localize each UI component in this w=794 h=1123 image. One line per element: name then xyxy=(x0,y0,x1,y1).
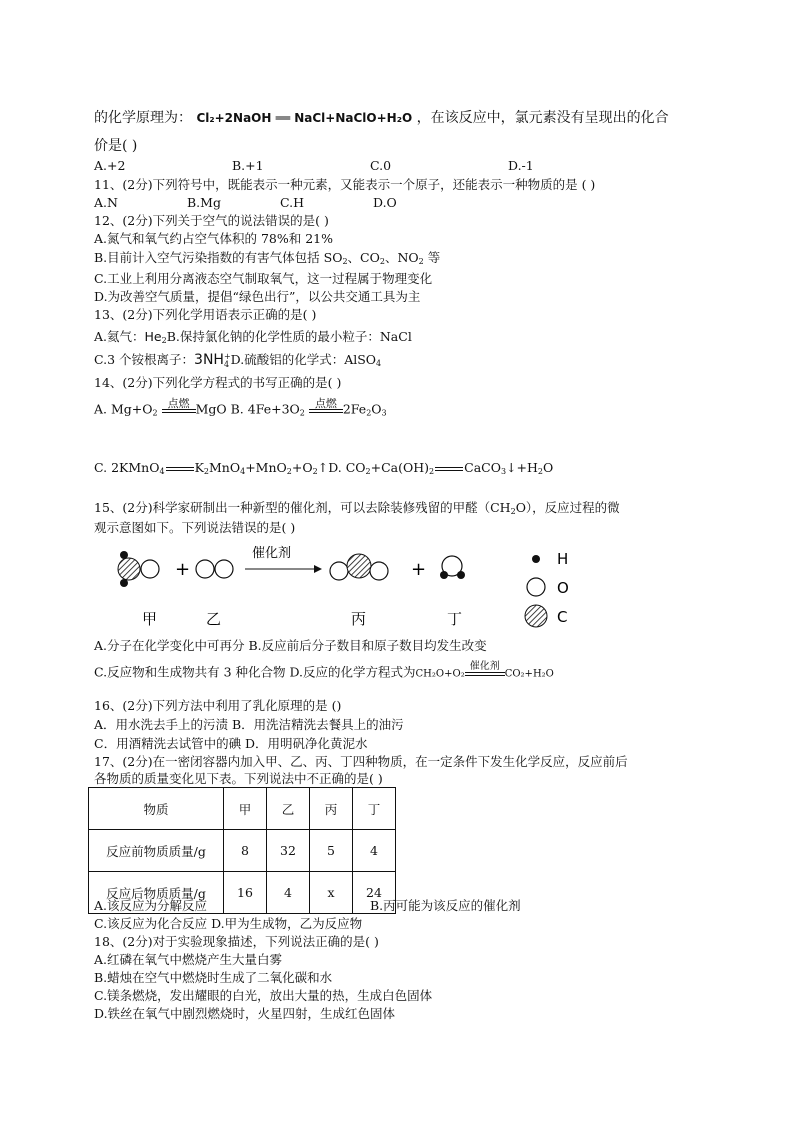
q11-option-c[interactable]: C.H xyxy=(280,195,304,210)
plus-sign-1: + xyxy=(175,559,191,580)
q13-options-cd: C.3 个铵根离子：3NH + 4 D.硫酸铝的化学式：AlSO$_4$ xyxy=(94,351,382,369)
q17-option-a[interactable]: A.该反应为分解反应 xyxy=(94,898,208,913)
table-cell: 32 xyxy=(267,830,310,872)
table-header: 乙 xyxy=(267,788,310,830)
q10-text-post: ，在该反应中，氯元素没有呈现出的化合 xyxy=(416,110,669,126)
molecule-ding xyxy=(440,556,465,579)
q15-stem-post: O），反应过程的微 xyxy=(515,500,620,515)
atom-legend xyxy=(525,550,569,627)
q12-option-b[interactable]: B.目前计入空气污染指数的有害气体包括 $SO_2$、$CO_2$、$NO_2$ 等 xyxy=(94,250,441,266)
q14-options-ab: A. $Mg+O_2$ 点燃 MgO B. $4Fe+3O_2$ 点燃 $2Fe_2O_3$ xyxy=(94,398,387,425)
q14-b-right: 2Fe xyxy=(342,401,367,417)
table-header: 丁 xyxy=(353,788,396,830)
q10-option-b[interactable]: B.+1 xyxy=(232,158,264,173)
q18-option-d[interactable]: D.铁丝在氧气中剧烈燃烧时，火星四射，生成红色固体 xyxy=(94,1006,396,1021)
arrow-icon xyxy=(314,565,322,573)
q14-options-cd: C. 2KMnO$_4$ $K_2MnO_4+MnO_2+O_2↑D$. $CO_2+Ca(OH)_2$ $CaCO_3↓+H_2O$ xyxy=(94,460,554,476)
q17-stem-line2: 各物质的质量变化见下表。下列说法中不正确的是( ) xyxy=(94,771,383,786)
o-atom-icon xyxy=(527,578,545,596)
q10-option-d[interactable]: D.-1 xyxy=(508,158,534,173)
q17-options-cd[interactable]: C.该反应为化合反应 D.甲为生成物，乙为反应物 xyxy=(94,916,363,931)
table-cell: 24 xyxy=(353,872,396,914)
q14-d-text[interactable]: D. CO xyxy=(328,460,366,475)
q13-option-d[interactable]: D.硫酸铝的化学式：AlSO xyxy=(230,352,377,367)
table-cell: 4 xyxy=(353,830,396,872)
q15-options-cd[interactable] xyxy=(94,661,554,685)
c-atom-icon xyxy=(525,605,547,627)
q16-options-ab[interactable]: A．用水洗去手上的污渍 B．用洗洁精洗去餐具上的油污 xyxy=(94,717,404,732)
catalyst-label: 催化剂 xyxy=(252,546,292,561)
q12-stem: 12、(2分)下列关于空气的说法错误的是( ) xyxy=(94,213,329,228)
table-header: 物质 xyxy=(89,788,224,830)
q12-option-d[interactable]: D.为改善空气质量，提倡“绿色出行”，以公共交通工具为主 xyxy=(94,289,421,304)
q12-b-text3: 、NO xyxy=(384,250,419,265)
q15-stem: 15、(2分)科学家研制出一种新型的催化剂，可以去除装修残留的甲醛（CH xyxy=(94,500,511,515)
q13-c-label[interactable]: C.3 个铵根离子： xyxy=(94,352,195,367)
table-cell: 5 xyxy=(310,830,353,872)
q17-stem-line1: 17、(2分)在一密闭容器内加入甲、乙、丙、丁四种物质，在一定条件下发生化学反应，反应前后 xyxy=(94,754,628,769)
table-cell: x xyxy=(310,872,353,914)
table-header: 丙 xyxy=(310,788,353,830)
q14-b-left[interactable]: B. 4Fe+3O xyxy=(230,401,300,417)
h-atom-icon xyxy=(532,555,540,563)
q15-cd-text: C.反应物和生成物共有 3 种化合物 D.反应的化学方程式为 xyxy=(94,664,416,680)
table-cell: 反应前物质质量/g xyxy=(89,830,224,872)
q13-c-formula: 3NH xyxy=(194,352,224,368)
q13-a-label[interactable]: A.氦气： xyxy=(94,329,145,344)
molecule-yi xyxy=(196,560,233,578)
q14-c-text[interactable]: C. 2KMnO xyxy=(94,460,160,475)
q15-eq-condition: 催化剂 xyxy=(465,661,505,685)
q14-stem: 14、(2分)下列化学方程式的书写正确的是( ) xyxy=(94,375,342,390)
q15-eq-left: CH₂O+O₂ xyxy=(415,668,465,680)
q17-options-ab xyxy=(94,898,521,914)
q18-option-a[interactable]: A.红磷在氧气中燃烧产生大量白雾 xyxy=(94,952,283,967)
molecule-bing xyxy=(330,554,388,580)
legend-o: O xyxy=(557,579,569,597)
q11-option-a[interactable]: A.N xyxy=(94,195,118,210)
q16-options-cd[interactable]: C．用酒精洗去试管中的碘 D．用明矾净化黄泥水 xyxy=(94,736,368,751)
q12-option-c[interactable]: C.工业上利用分离液态空气制取氧气，这一过程属于物理变化 xyxy=(94,271,433,286)
table-header-row xyxy=(89,788,396,830)
label-yi: 乙 xyxy=(206,610,222,628)
q15-stem-line2: 观示意图如下。下列说法错误的是( ) xyxy=(94,520,296,535)
q15-stem-line1: 15、(2分)科学家研制出一种新型的催化剂，可以去除装修残留的甲醛$(CH_2O)$，反应过程的微 xyxy=(94,500,620,516)
q18-option-b[interactable]: B.蜡烛在空气中燃烧时生成了二氧化碳和水 xyxy=(94,970,333,985)
table-cell: 反应后物质质量/g xyxy=(89,872,224,914)
q12-b-text2: 、CO xyxy=(347,250,380,265)
q14-a-left[interactable]: A. Mg+O xyxy=(94,401,153,417)
q13-stem: 13、(2分)下列化学用语表示正确的是( ) xyxy=(94,307,317,322)
q17-option-b[interactable]: B.丙可能为该反应的催化剂 xyxy=(370,898,521,913)
table-header: 甲 xyxy=(224,788,267,830)
q11-options xyxy=(94,195,397,211)
label-bing: 丙 xyxy=(351,610,367,628)
q14-b-condition: 点燃 xyxy=(309,398,343,422)
q10-equation: Cl₂+2NaOH ══ NaCl+NaClO+H₂O xyxy=(196,111,413,125)
q18-option-c[interactable]: C.镁条燃烧，发出耀眼的白光，放出大量的热，生成白色固体 xyxy=(94,988,433,1003)
molecule-jia xyxy=(118,551,159,587)
table-row xyxy=(89,830,396,872)
label-ding: 丁 xyxy=(447,610,463,628)
q10-text: 的化学原理为： xyxy=(94,110,192,126)
q13-options-ab: A.氦气：$He_2B$.保持氯化钠的化学性质的最小粒子：NaCl xyxy=(94,329,412,345)
table-cell: 8 xyxy=(224,830,267,872)
plus-sign-2: + xyxy=(411,559,427,580)
q11-stem: 11、(2分)下列符号中，既能表示一种元素，又能表示一个原子，还能表示一种物质的是 ( ) xyxy=(94,177,596,192)
q14-a-condition: 点燃 xyxy=(162,398,196,422)
q18-stem: 18、(2分)对于实验现象描述，下列说法正确的是( ) xyxy=(94,934,379,949)
legend-c: C xyxy=(557,608,568,626)
legend-h: H xyxy=(557,550,569,568)
q10-line1 xyxy=(94,110,669,126)
q11-option-b[interactable]: B.Mg xyxy=(187,195,221,210)
q12-option-a[interactable]: A.氮气和氧气约占空气体积的 78%和 21% xyxy=(94,231,334,246)
q16-stem: 16、(2分)下列方法中利用了乳化原理的是 () xyxy=(94,698,342,713)
label-jia: 甲 xyxy=(142,610,158,628)
q12-b-text4: 等 xyxy=(423,250,441,265)
q15-options-ab[interactable]: A.分子在化学变化中可再分 B.反应前后分子数目和原子数目均发生改变 xyxy=(94,638,487,653)
table-cell: 16 xyxy=(224,872,267,914)
q12-b-text: B.目前计入空气污染指数的有害气体包括 SO xyxy=(94,250,343,265)
q11-option-d[interactable]: D.O xyxy=(373,195,397,210)
q14-a-right: MgO xyxy=(195,401,227,417)
q17-mass-table xyxy=(88,787,396,914)
q10-options xyxy=(94,158,534,174)
q10-line2: 价是( ) xyxy=(94,138,138,154)
q13-a-formula: He xyxy=(144,329,162,344)
q15-reaction-diagram xyxy=(100,543,600,648)
q15-eq-right: CO₂+H₂O xyxy=(504,668,554,680)
q10-option-c[interactable]: C.0 xyxy=(370,158,392,173)
q13-option-b[interactable]: B.保持氯化钠的化学性质的最小粒子：NaCl xyxy=(166,329,412,344)
q10-option-a[interactable]: A.+2 xyxy=(94,158,126,173)
table-cell: 4 xyxy=(267,872,310,914)
